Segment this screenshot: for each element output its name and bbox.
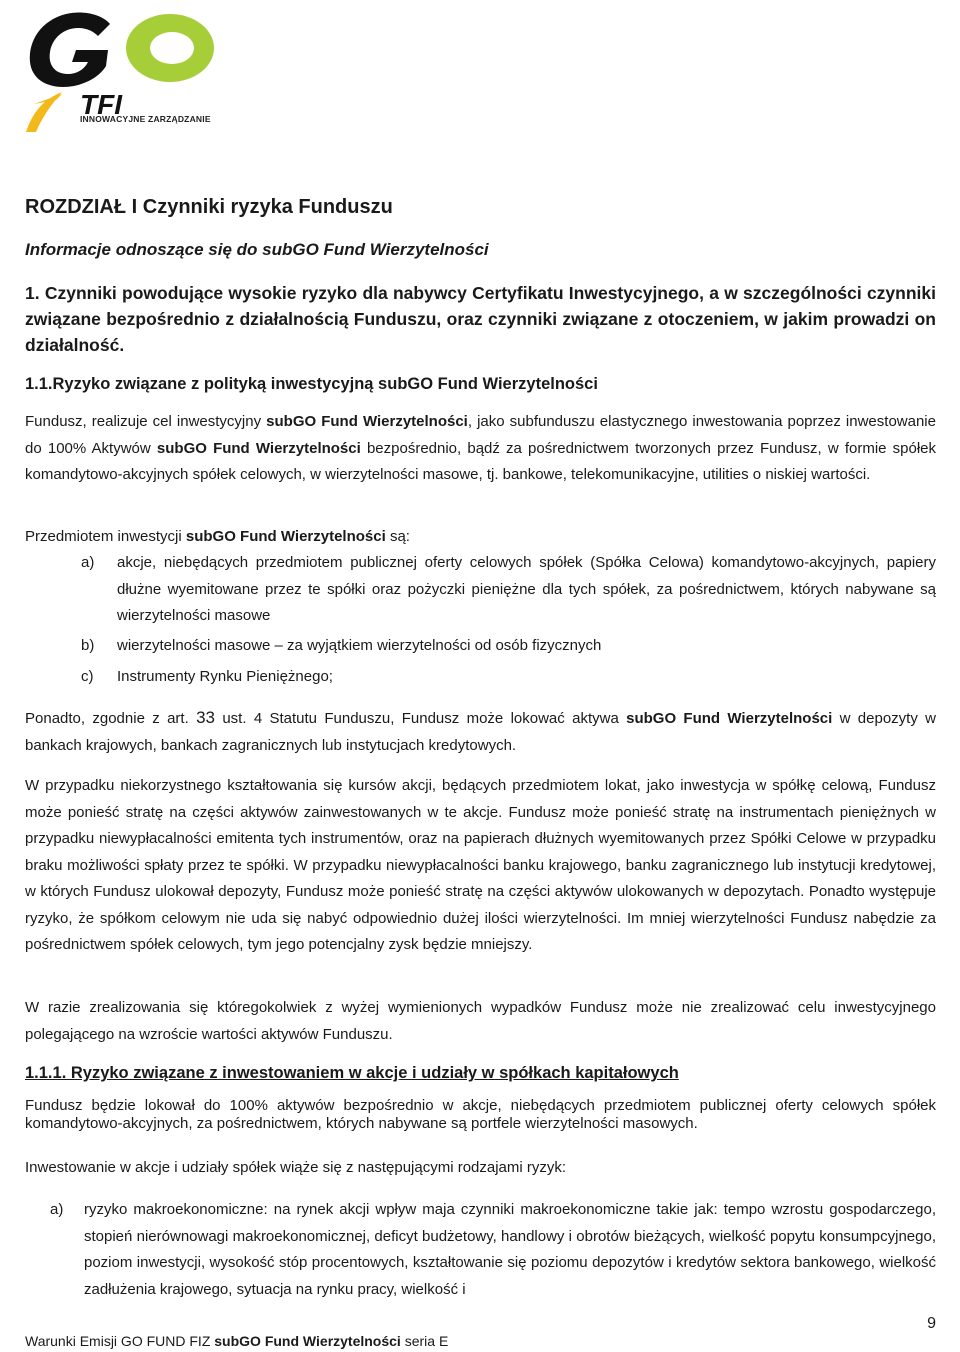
list1-item-c-text: Instrumenty Rynku Pieniężnego; <box>117 668 333 685</box>
para2-text-2: są: <box>385 528 410 545</box>
para1-text-1: Fundusz, realizuje cel inwestycyjny <box>25 413 267 430</box>
para2-text-1: Przedmiotem inwestycji <box>25 528 186 545</box>
paragraph-goal-risk: W razie zrealizowania się któregokolwiek z wyżej wymienionych wypadków Fundusz może nie zrealizować celu inwestycyjnego polegającego na wzroście wartości aktywów Funduszu. <box>25 999 936 1043</box>
list2-item-a-text: ryzyko makroekonomiczne: na rynek akcji wpływ maja czynniki makroekonomiczne takie jak: tempo wzrostu gospodarczego, stopień nierównowagi makroekonomicznej, deficyt budżetowy, handlowy i obrotów bieżących, wielkość popytu konsumpcyjnego, poziom inwestycji, wysokość stóp procentowych, kształtowanie się poziomu depozytów i kredytów sektora bankowego, wielkość zadłużenia krajowego, sytuacja na rynku pracy, wielkość i <box>84 1201 936 1298</box>
list1-item-c-label: c) <box>81 668 94 685</box>
list1-item-b-text: wierzytelności masowe – za wyjątkiem wierzytelności od osób fizycznych <box>117 637 602 654</box>
para1-text-2: , jako subfunduszu elastycznego inwestowania poprzez inwestowanie do 100% Aktywów <box>25 413 936 457</box>
para3-article-number: 33 <box>196 708 215 727</box>
list1-item-a-text: akcje, niebędących przedmiotem publicznej oferty celowych spółek (Spółka Celowa) komandytowo-akcyjnych, papiery dłużne wyemitowane przez te spółki oraz pożyczki pieniężne dla tych spółek, za pośrednictwem, których nabywane są wierzytelności masowe <box>117 554 936 624</box>
paragraph-deposits <box>25 705 936 759</box>
section-1-1-1-heading: 1.1.1. Ryzyko związane z inwestowaniem w akcje i udziały w spółkach kapitałowych <box>25 1064 679 1082</box>
chapter-heading: ROZDZIAŁ I Czynniki ryzyka Funduszu <box>25 196 393 218</box>
list2-item-a-label: a) <box>50 1201 64 1218</box>
section-1-heading: 1. Czynniki powodujące wysokie ryzyko dla nabywcy Certyfikatu Inwestycyjnego, a w szczególności czynniki związane bezpośrednio z działalnością Funduszu, oraz czynniki związane z otoczeniem, w jakim prowadzi on działalność. <box>25 283 936 355</box>
para3-text-2: ust. 4 Statutu Funduszu, Fundusz może lokować aktywa <box>215 710 627 727</box>
footer-bold: subGO Fund Wierzytelności <box>214 1333 401 1349</box>
para2-bold-1: subGO Fund Wierzytelności <box>185 528 386 545</box>
para1-text-3: bezpośrednio, bądź za pośrednictwem tworzonych przez Fundusz, w formie spółek komandytowo-akcyjnych spółek celowych, w wierzytelności masowe, tj. bankowe, telekomunikacyjne, utilities o niskiej wartości. <box>25 439 937 483</box>
para1-bold-1: subGO Fund Wierzytelności <box>266 413 468 430</box>
footer <box>25 1333 448 1349</box>
paragraph-investment-subject <box>25 524 936 551</box>
paragraph-risk-types-intro: Inwestowanie w akcje i udziały spółek wiąże się z następującymi rodzajami ryzyk: <box>25 1159 567 1176</box>
para1-bold-2: subGO Fund Wierzytelności <box>156 439 361 457</box>
footer-text-2: seria E <box>400 1333 449 1349</box>
paragraph-shares-investment: Fundusz będzie lokował do 100% aktywów bezpośrednio w akcje, niebędących przedmiotem publicznej oferty celowych spółek komandytowo-akcyjnych, za pośrednictwem, których nabywane są portfele wierzytelności masowych. <box>25 1097 936 1132</box>
list1-item-b-label: b) <box>81 637 95 654</box>
page-number: 9 <box>927 1315 936 1332</box>
list1-item-a-label: a) <box>81 554 95 571</box>
paragraph-investment-goal <box>25 409 936 489</box>
paragraph-losses: W przypadku niekorzystnego kształtowania się kursów akcji, będących przedmiotem lokat, jako inwestycja w spółkę celową, Fundusz może ponieść stratę na części aktywów zainwestowanych w te akcje. Fundusz może ponieść stratę na instrumentach pieniężnych w przypadku niewypłacalności emitenta tych instrumentów, oraz na papierach dłużnych wyemitowanych przez Spółki Celowe w przypadku braku możliwości spłaty przez te spółki. W przypadku niewypłacalności banku krajowego, banku zagranicznego lub instytucji kredytowej, w których Fundusz ulokował depozyty, Fundusz może ponieść stratę na części aktywów ulokowanych w depozytach. Ponadto występuje ryzyko, że spółkom celowym nie uda się nabyć odpowiednio dużej ilości wierzytelności. Im mniej wierzytelności Fundusz nabędzie za pośrednictwem spółek celowych, tym jego potencjalny zysk będzie mniejszy. <box>25 777 936 953</box>
info-heading: Informacje odnoszące się do subGO Fund Wierzytelności <box>25 240 489 259</box>
logo-tagline: INNOWACYJNE ZARZĄDZANIE <box>80 114 211 124</box>
logo-tfi-text: TFI <box>80 89 122 120</box>
para3-bold-1: subGO Fund Wierzytelności <box>626 710 833 727</box>
footer-text-1: Warunki Emisji GO FUND FIZ <box>25 1333 215 1349</box>
para3-text-1: Ponadto, zgodnie z art. <box>25 710 197 727</box>
para3-text-3: w depozyty w bankach krajowych, bankach zagranicznych lub instytucjach kredytowych. <box>25 710 936 754</box>
section-1-1-heading: 1.1.Ryzyko związane z polityką inwestycyjną subGO Fund Wierzytelności <box>25 375 598 393</box>
